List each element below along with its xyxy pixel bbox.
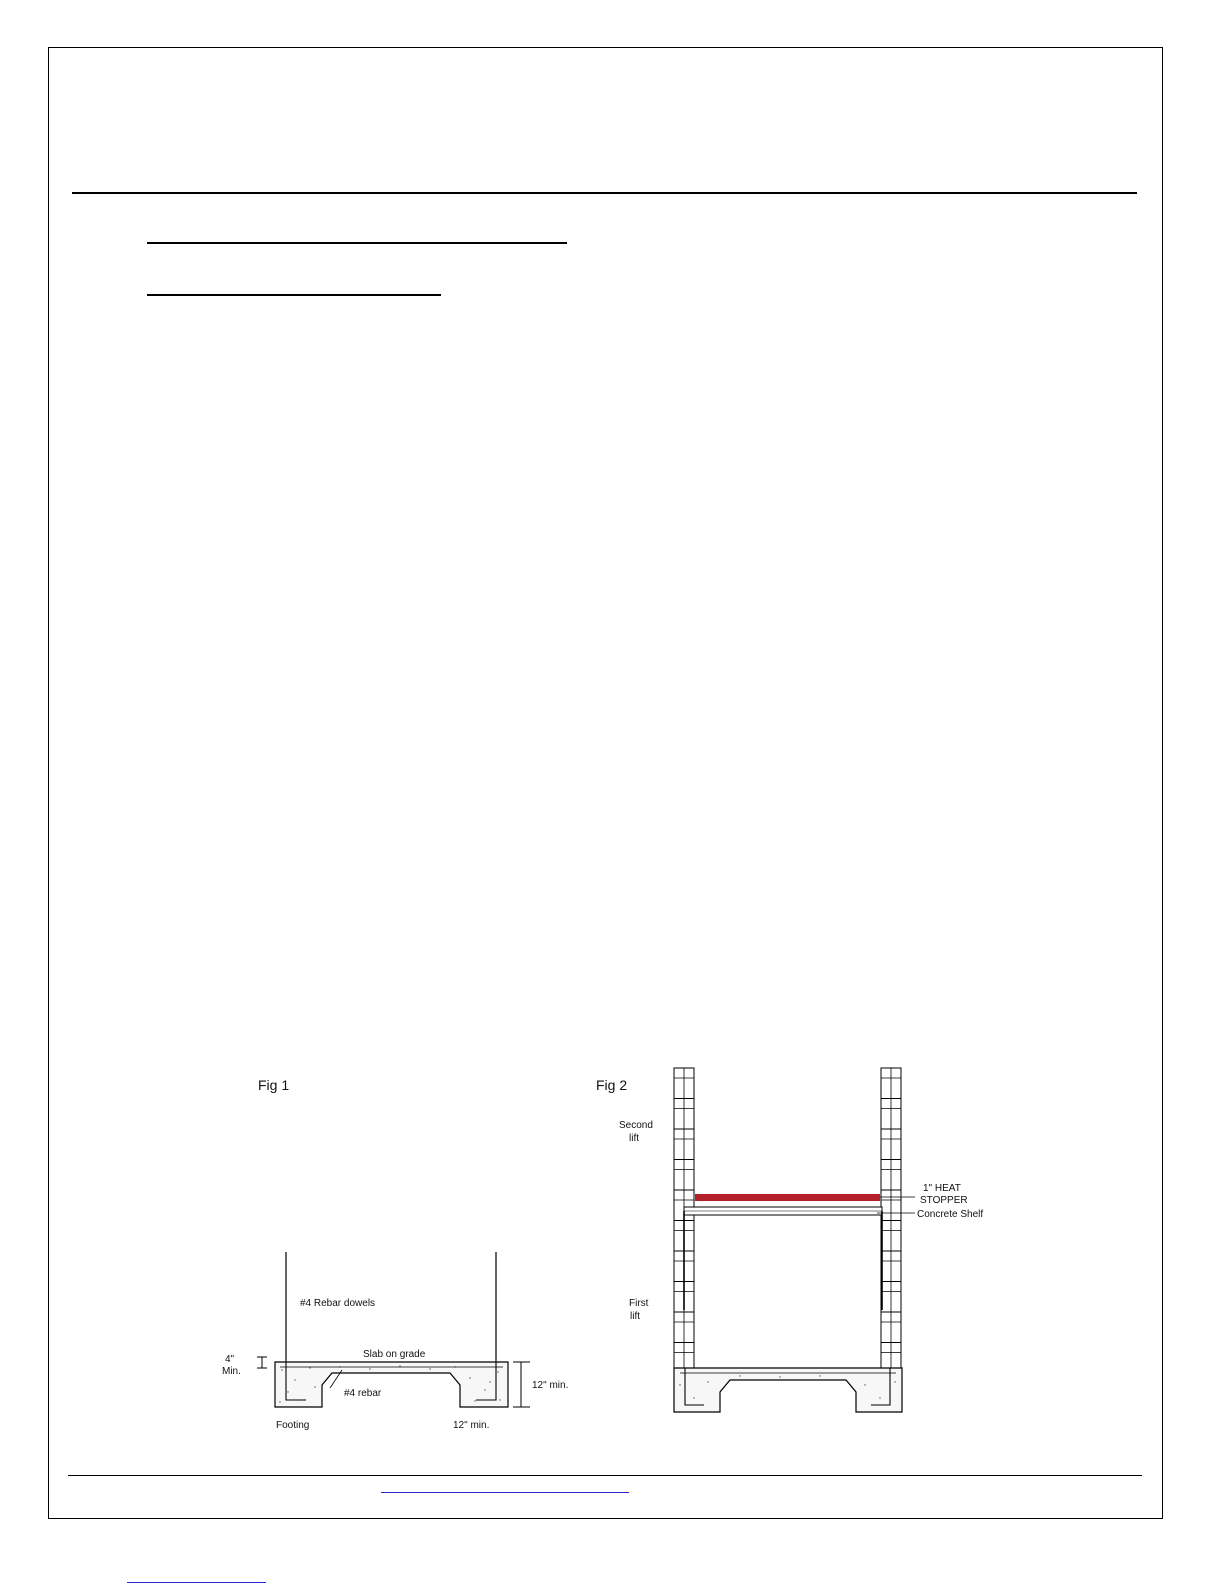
fig2-label: Fig 2 xyxy=(596,1077,628,1093)
second-lift-label-b: lift xyxy=(629,1133,639,1144)
twelve-right-label: 12" min. xyxy=(532,1380,569,1391)
block-wall-right xyxy=(881,1068,901,1373)
footer-link-underline[interactable] xyxy=(381,1492,629,1493)
fig1-label: Fig 1 xyxy=(258,1077,290,1093)
min-label: Min. xyxy=(222,1366,241,1377)
heat-stopper-label-b: STOPPER xyxy=(920,1195,968,1206)
heat-stopper xyxy=(695,1194,880,1201)
heading-underline-1 xyxy=(147,242,567,244)
bottom-link-underline[interactable] xyxy=(127,1582,266,1583)
concrete-shelf-label: Concrete Shelf xyxy=(917,1209,984,1220)
fig1-diagram xyxy=(200,1060,570,1450)
slab-footing-outline xyxy=(275,1362,508,1407)
footer-rule xyxy=(68,1475,1142,1476)
header-rule xyxy=(72,192,1137,194)
four-inch-label: 4" xyxy=(225,1354,235,1365)
heat-stopper-label-a: 1" HEAT xyxy=(923,1183,961,1194)
heading-underline-2 xyxy=(147,294,441,296)
slab-label: Slab on grade xyxy=(363,1349,426,1360)
fig2-diagram xyxy=(590,1060,1010,1420)
second-lift-label-a: Second xyxy=(619,1120,653,1131)
fig2-slab-footing xyxy=(674,1368,902,1412)
rebar-dowels-label: #4 Rebar dowels xyxy=(300,1298,376,1309)
rebar-label: #4 rebar xyxy=(344,1388,382,1399)
first-lift-label-a: First xyxy=(629,1298,649,1309)
twelve-bottom-label: 12" min. xyxy=(453,1420,490,1431)
first-lift-label-b: lift xyxy=(630,1311,640,1322)
footing-label: Footing xyxy=(276,1420,310,1431)
